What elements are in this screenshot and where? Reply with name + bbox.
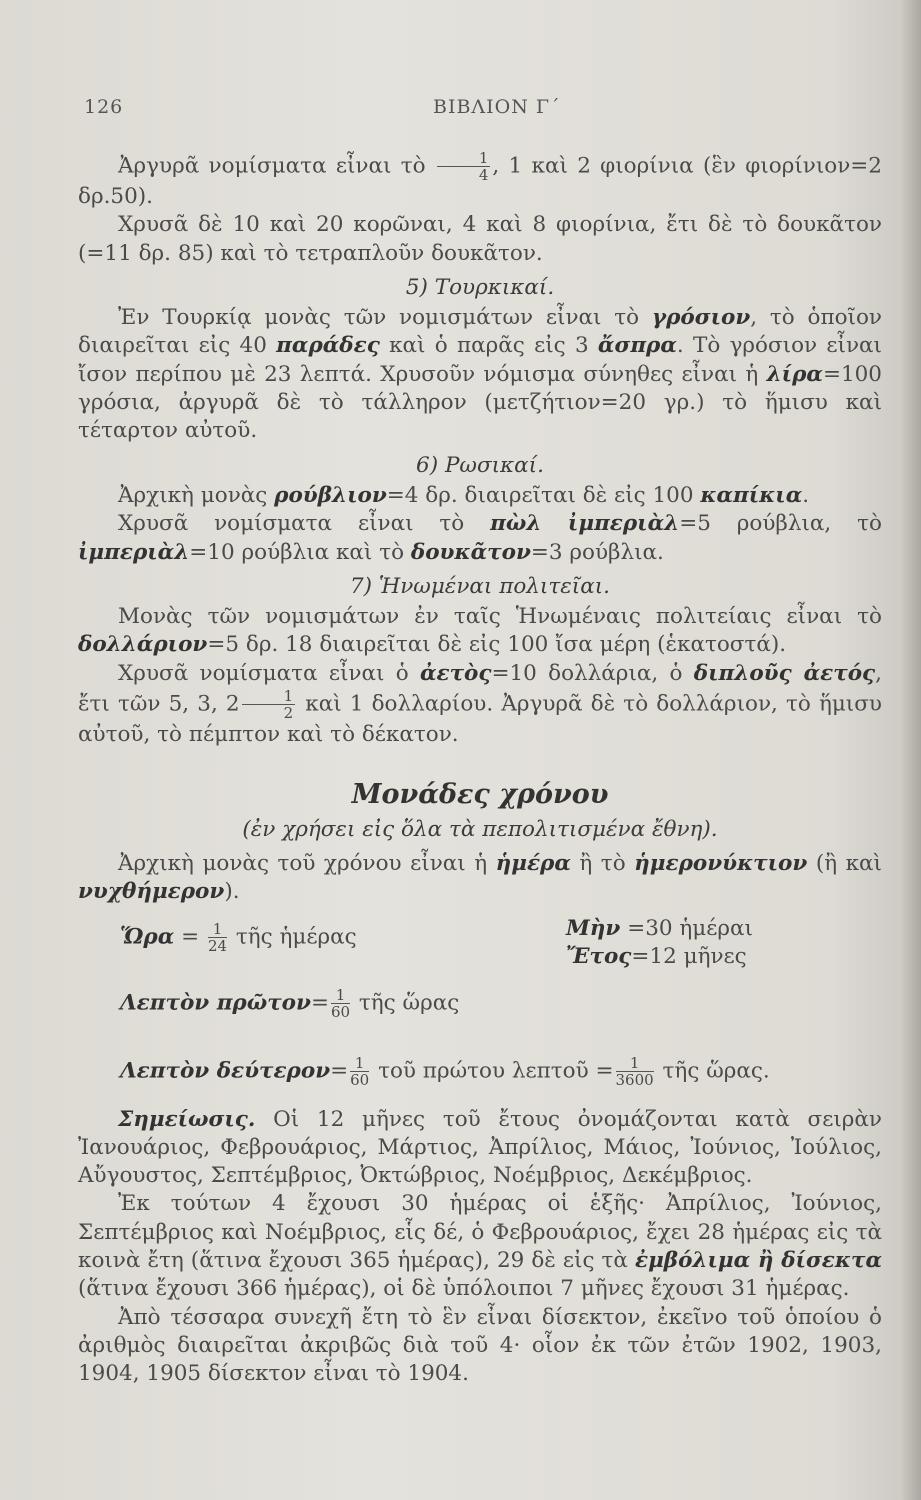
unit-minute: Λεπτὸν πρῶτον= $\frac{1}{60}$ τῆς ὥρας — [120, 985, 460, 1021]
paragraph-us-unit: Μονὰς τῶν νομισμάτων ἐν ταῖς Ἡνωμέναις πολιτείαις εἶναι τὸ δολλάριον=5 δρ. 18 διαιρεῖται δὲ εἰς 100 ἴσα μέρη (ἑκατοστά). — [78, 604, 882, 658]
unit-second: Λεπτὸν δεύτερον= $\frac{1}{60}$ τοῦ πρώτου λεπτοῦ = $\frac{1}{3600}$ τῆς ὥρας. — [120, 1053, 770, 1089]
paragraph-turkish: Ἐν Τουρκίᾳ μονὰς τῶν νομισμάτων εἶναι τὸ γρόσιον, τὸ ὁποῖον διαιρεῖται εἰς 40 παράδες καὶ ὁ παρᾶς εἰς 3 ἄσπρα. Τὸ γρόσιον εἶναι ἴσον περίπου μὲ 23 λεπτά. Χρυσοῦν νόμισμα σύνηθες εἶναι ἡ λίρα=100 γρόσια, ἀργυρᾶ δὲ τὸ τάλληρον (μετζήτιον=20 γρ.) τὸ ἥμισυ καὶ τέταρτον αὐτοῦ. — [78, 305, 882, 444]
unit-hour: Ὥρα = $\frac{1}{24}$ τῆς ἡμέρας — [120, 919, 357, 955]
paragraph-note-months: Σημείωσις. Οἱ 12 μῆνες τοῦ ἔτους ὀνομάζονται κατὰ σειρὰν Ἰανουάριος, Φεβρουάριος, Μάρτιος, Ἀπρίλιος, Μάιος, Ἰούνιος, Ἰούλιος, Αὔγουστος, Σεπτέμβριος, Ὀκτώβριος, Νοέμβριος, Δεκέμβριος. — [78, 1106, 882, 1189]
paragraph-note-days: Ἐκ τούτων 4 ἔχουσι 30 ἡμέρας οἱ ἑξῆς· Ἀπρίλιος, Ἰούνιος, Σεπτέμβριος καὶ Νοέμβριος, εἷς δέ, ὁ Φεβρουάριος, ἔχει 28 ἡμέρας εἰς τὰ κοινὰ ἔτη (ἅτινα ἔχουσι 365 ἡμέρας), 29 δὲ εἰς τὰ ἐμβόλιμα ἢ δίσεκτα (ἅτινα ἔχουσι 366 ἡμέρας), οἱ δὲ ὑπόλοιποι 7 μῆνες ἔχουσι 31 ἡμέρας. — [78, 1191, 883, 1302]
heading-united-states: 7) Ἡνωμέναι πολιτεῖαι. — [350, 573, 610, 599]
paragraph-gold-coins: Χρυσᾶ δὲ 10 καὶ 20 κορῶναι, 4 καὶ 8 φιορίνια, ἔτι δὲ τὸ δουκᾶτον (=11 δρ. 85) καὶ τὸ τετραπλοῦν δουκᾶτον. — [78, 212, 882, 266]
page-content — [78, 150, 882, 1389]
unit-month: Μὴν =30 ἡμέραι — [566, 915, 753, 941]
paragraph-silver-coins: Ἀργυρᾶ νομίσματα εἶναι τὸ $\frac{1}{4}$ , 1 καὶ 2 φιορίνια (ἓν φιορίνιον=2 δρ.50). — [78, 149, 882, 209]
page-edge-shadow — [899, 0, 921, 1500]
paragraph-time-unit: Ἀρχικὴ μονὰς τοῦ χρόνου εἶναι ἡ ἡμέρα ἢ τὸ ἡμερονύκτιον (ἢ καὶ νυχθήμερον). — [78, 850, 882, 905]
paragraph-russian-gold: Χρυσᾶ νομίσματα εἶναι τὸ πὼλ ἰμπεριὰλ=5 ρούβλια, τὸ ἰμπεριὰλ=10 ρούβλια καὶ τὸ δουκᾶτον=3 ρούβλια. — [78, 511, 882, 565]
paragraph-russian-unit: Ἀρχικὴ μονὰς ρούβλιον=4 δρ. διαιρεῖται δὲ εἰς 100 καπίκια. — [118, 482, 810, 508]
heading-turkish: 5) Τουρκικαί. — [405, 274, 555, 300]
page-number: 126 — [84, 96, 124, 118]
fraction-half: $\frac{1}{2}$ — [242, 688, 296, 721]
section-subtitle: (ἐν χρήσει εἰς ὅλα τὰ πεπολιτισμένα ἔθνη). — [242, 816, 718, 842]
paragraph-note-leap: Ἀπὸ τέσσαρα συνεχῆ ἔτη τὸ ἓν εἶναι δίσεκτον, ἐκεῖνο τοῦ ὁποίου ὁ ἀριθμὸς διαιρεῖται ἀκριβῶς διὰ τοῦ 4· οἷον ἐκ τῶν ἐτῶν 1902, 1903, 1904, 1905 δίσεκτον εἶναι τὸ 1904. — [78, 1304, 882, 1387]
section-title-time-units: Μονάδες χρόνου — [351, 779, 609, 811]
fraction-quarter: $\frac{1}{4}$ — [437, 150, 491, 183]
running-title: ΒΙΒΛΙΟΝ Γ΄ — [433, 96, 561, 118]
time-unit-table — [78, 915, 882, 1100]
unit-year: Ἔτος=12 μῆνες — [566, 943, 747, 969]
heading-russian: 6) Ρωσικαί. — [416, 452, 544, 478]
paragraph-us-gold: Χρυσᾶ νομίσματα εἶναι ὁ ἀετὸς=10 δολλάρια, ὁ διπλοῦς ἀετός, ἔτι τῶν 5, 3, 2 $\frac{1}{2}$ καὶ 1 δολλαρίου. Ἀργυρᾶ δὲ τὸ δολλάριον, τὸ ἥμισυ αὐτοῦ, τὸ πέμπτον καὶ τὸ δέκατον. — [78, 660, 882, 748]
